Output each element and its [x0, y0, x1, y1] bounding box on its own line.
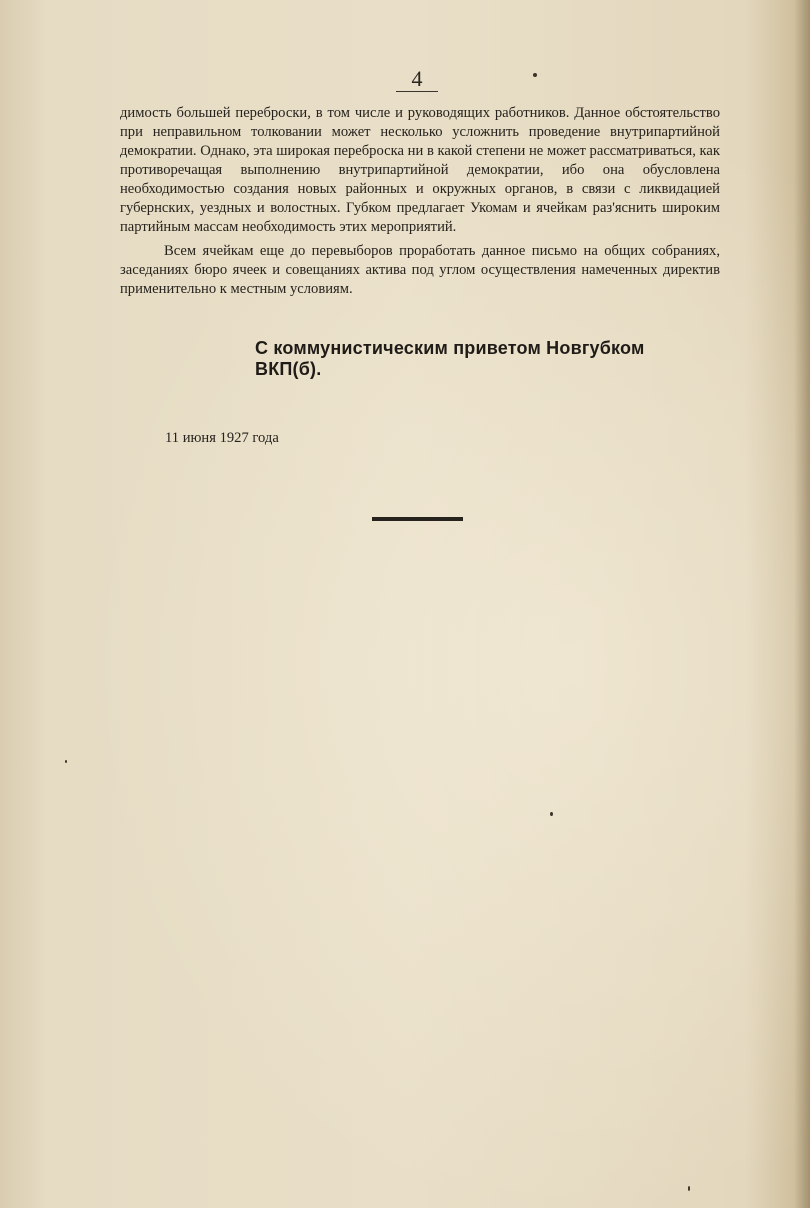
paragraph-continuation: димость большей переброски, в том числе и руководящих работников. Данное обстоятельство при неправильном толковании может несколько усложнить проведение внутрипартийной демократии. Однако, эта широкая переброска ни в какой степени не может рассматриваться, как противоречащая выполнению внутрипартийной демократии, ибо она обусловлена необходимостью создания новых районных и окружных органов, в связи с ликвидацией губернских, уездных и волостных. Губком предлагает Укомам и ячейкам раз'яснить широким партийным массам необходимость этих мероприятий.	[120, 105, 720, 235]
paper-speck	[550, 812, 553, 816]
signature-line: С коммунистическим приветом Новгубком ВКП(б).	[255, 338, 645, 379]
date-line: 11 июня 1927 года	[165, 430, 279, 446]
paper-speck	[65, 760, 67, 763]
end-divider	[372, 517, 463, 521]
paper-speck	[688, 1186, 690, 1191]
body-text	[120, 104, 720, 304]
page-number: 4	[411, 66, 423, 91]
paragraph-instruction: Всем ячейкам еще до перевыборов проработать данное письмо на общих собраниях, заседаниях бюро ячеек и совещаниях актива под углом осуществления намеченных директив применительно к местным условиям.	[120, 243, 720, 297]
paper-speck	[533, 73, 537, 77]
page-edge-shadow	[794, 0, 810, 1208]
page-number-underline	[396, 91, 438, 92]
